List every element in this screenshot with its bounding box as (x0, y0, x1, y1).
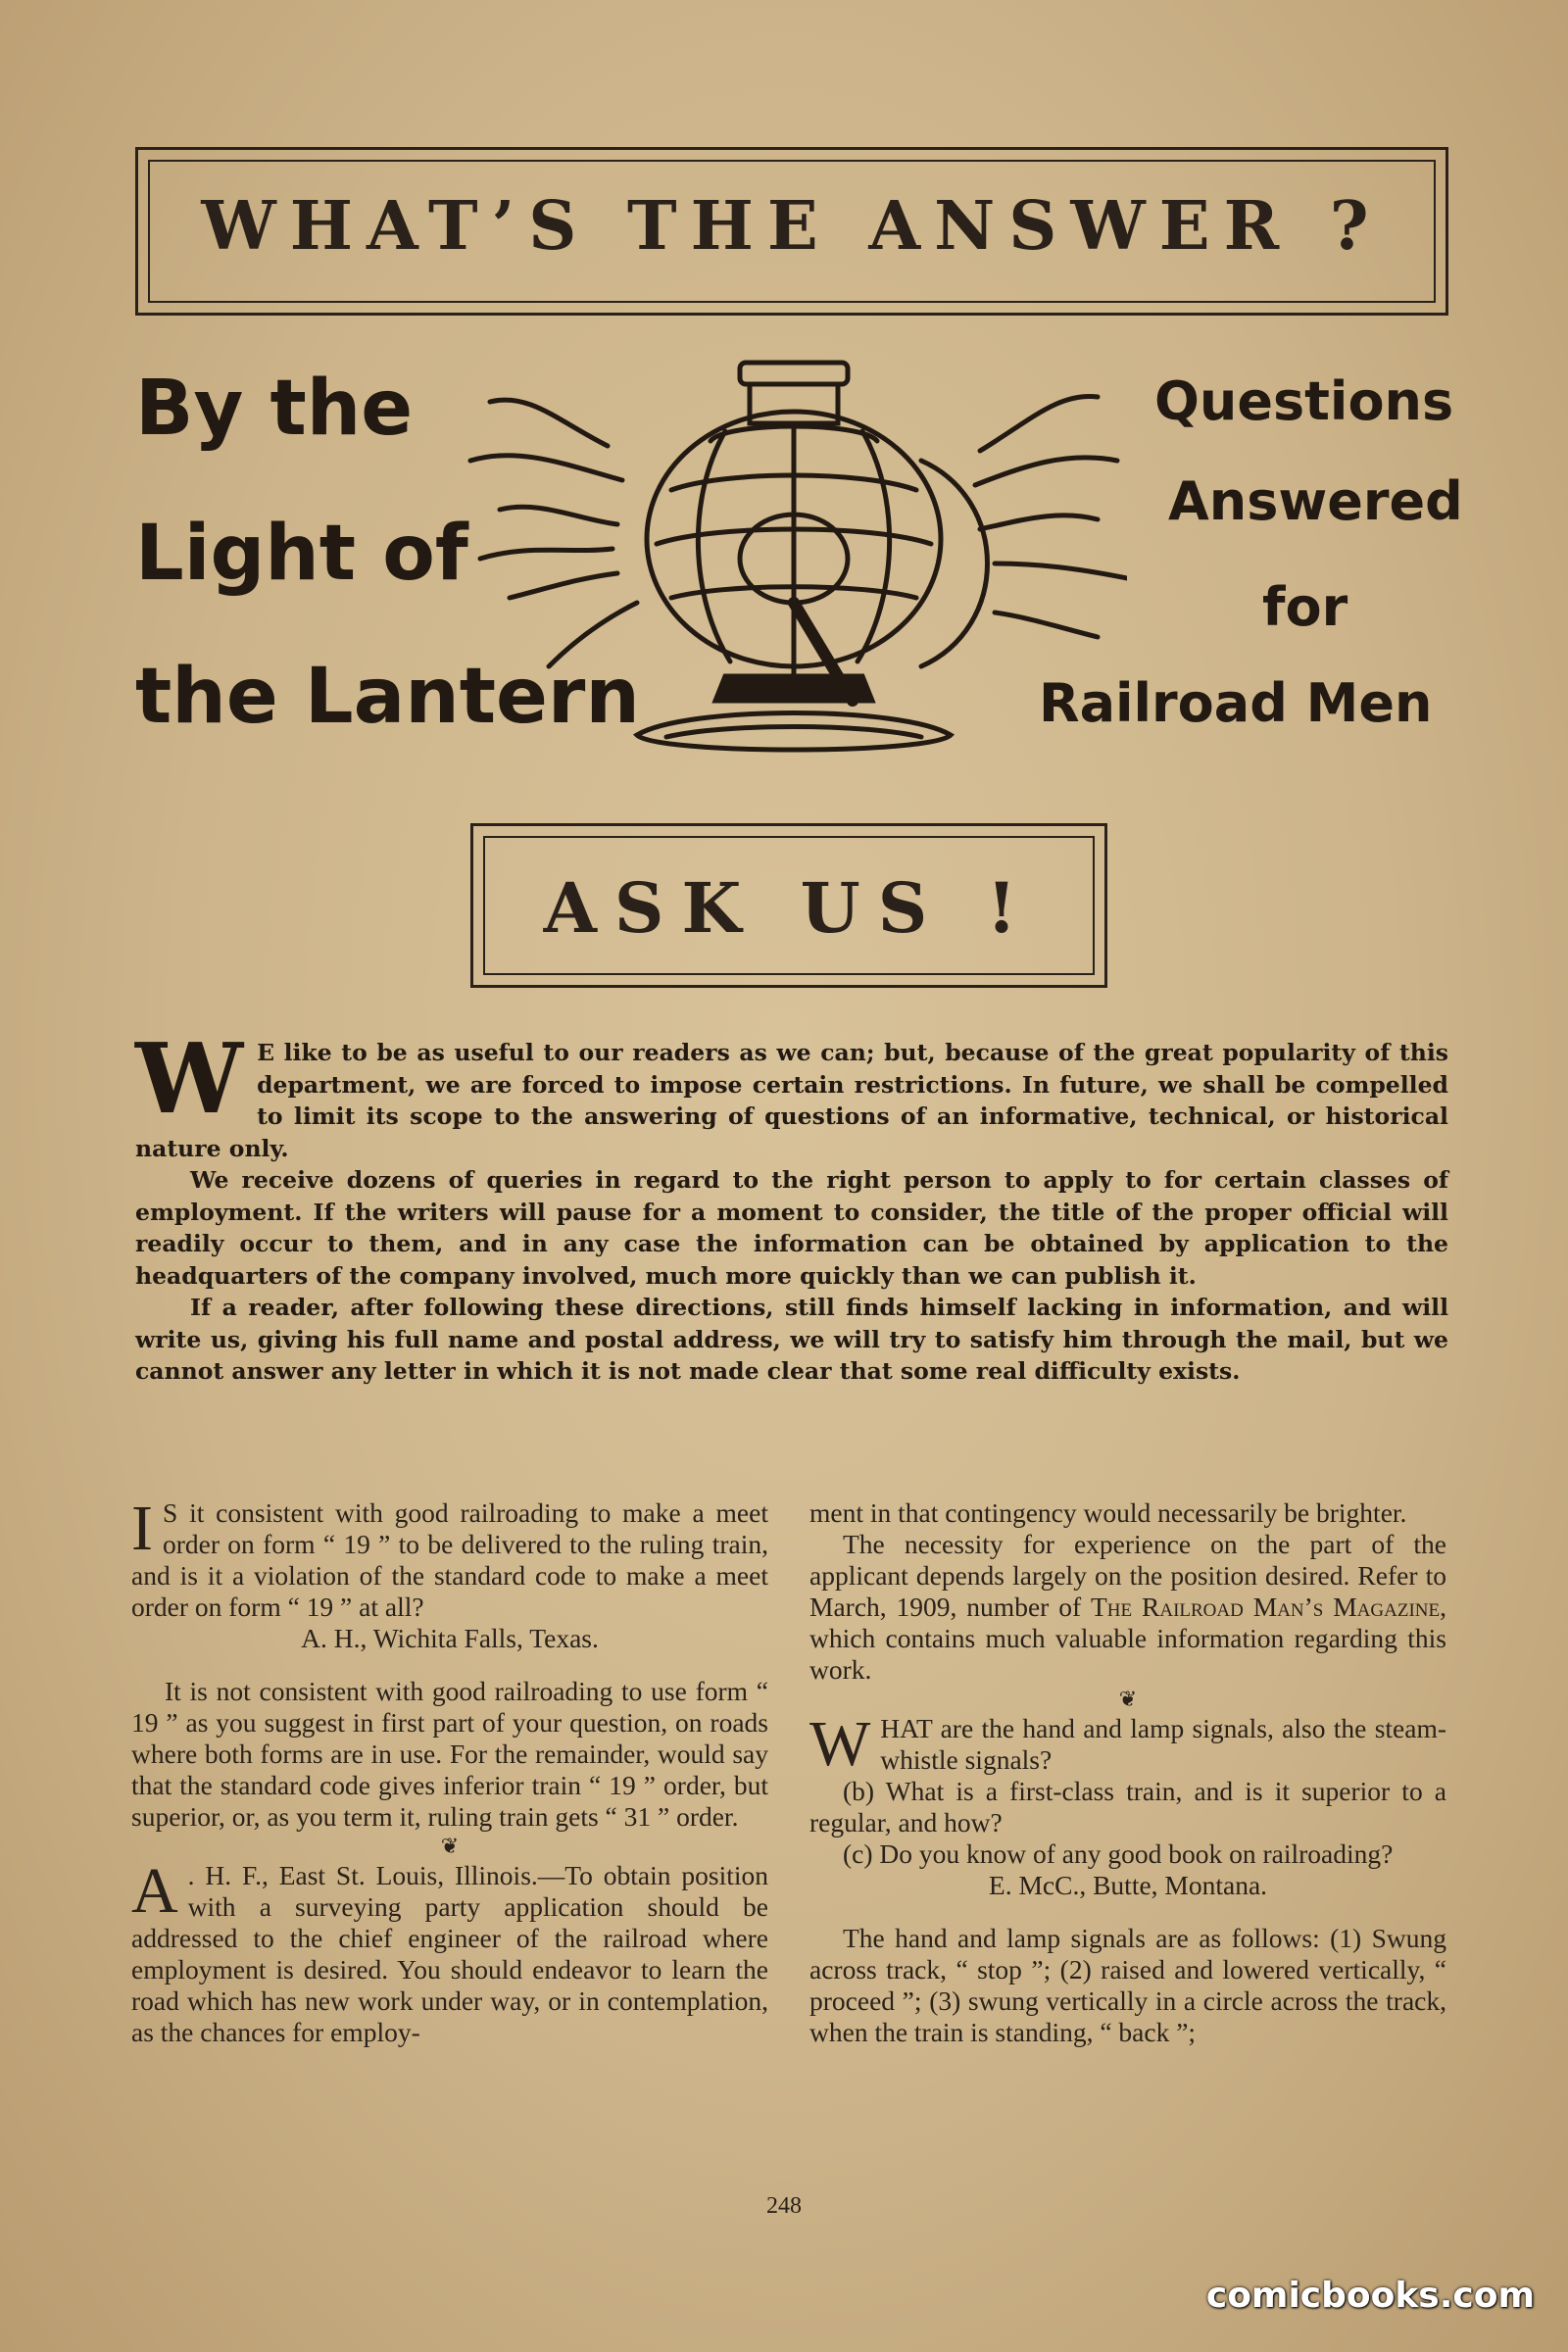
fleuron-icon: ❦ (440, 1834, 460, 1858)
question-3-c: (c) Do you know of any good book on railroading? (843, 1838, 1394, 1869)
answer-2-continued (809, 1529, 1446, 1686)
page-number: 248 (766, 2193, 802, 2219)
question-3-text: HAT are the hand and lamp signals, also the steam-whistle signals? (880, 1713, 1446, 1775)
banner-left-line-1: By the (135, 365, 414, 453)
intro-paragraph-1 (135, 1023, 1448, 1164)
banner-right-line-4: Railroad Men (1039, 672, 1433, 734)
header-box (135, 147, 1448, 316)
answer-3: The hand and lamp signals are as follows: (1) Swung across track, “ stop ”; (2) raised and lowered vertically, “ proceed ”; (3) swung vertically in a circle across the track, when the train is standing, “ back ”; (809, 1923, 1446, 2047)
question-3-signature: E. McC., Butte, Montana. (988, 1870, 1268, 1900)
question-1-text: S it consistent with good railroading to make a meet order on form “ 19 ” to be delivered to the ruling train, and is it a violation of the standard code to make a meet order on form “ 19 ” at all? (131, 1497, 768, 1622)
answer-1: It is not consistent with good railroading to use form “ 19 ” as you suggest in first part of your question, on roads where both forms are in use. For the remainder, would say that the standard code gives inferior train “ 19 ” order, but superior, or, as you term it, ruling train gets “ 31 ” order. (131, 1676, 768, 1832)
banner-right-line-2: Answered (1168, 470, 1463, 532)
intro-text-1: E like to be as useful to our readers as we can; but, because of the great popularity of this department, we are forced to impose certain restrictions. In future, we shall be compelled to limit its scope to the answering of questions of an informative, technical, or historical nature only. (135, 1039, 1448, 1162)
banner-left-line-3: the Lantern (135, 653, 640, 741)
continued-text: ment in that contingency would necessarily be brighter. (809, 1497, 1407, 1528)
banner-left-line-2: Light of (135, 510, 468, 598)
right-column (809, 1497, 1446, 2048)
banner-right-line-3: for (1262, 576, 1348, 638)
dropcap: W (809, 1708, 871, 1780)
question-3 (809, 1708, 1446, 1780)
page-title: WHAT’S THE ANSWER ? (201, 187, 1383, 266)
ask-us-title: ASK US ! (543, 867, 1035, 949)
site-watermark: comicbooks.com (1205, 2276, 1535, 2316)
dropcap: I (131, 1493, 153, 1564)
question-1 (131, 1493, 768, 1623)
answer-2-part-a: The necessity for experience on the part of the applicant depends largely on the position desired. Refer to March, 1909, number of (809, 1529, 1446, 1622)
magazine-name: The Railroad Man’s Magazine, (1091, 1592, 1446, 1622)
answer-2-part-b: which contains much valuable information regarding this work. (809, 1623, 1446, 1685)
intro-notice (135, 1023, 1448, 1388)
banner-right-line-1: Questions (1154, 370, 1454, 432)
answer-2-text: . H. F., East St. Louis, Illinois.—To obtain position with a surveying party application should be addressed to the chief engineer of the railroad where employment is desired. You should endeavor to learn the road which has new work under way, or in contemplation, as the chances for employ- (131, 1860, 768, 2047)
answer-2 (131, 1855, 768, 2048)
intro-paragraph-3: If a reader, after following these directions, still finds himself lacking in information, and will write us, giving his full name and postal address, we will try to satisfy him through the mail, but we cannot answer any letter in which it is not made clear that some real difficulty exists. (135, 1294, 1448, 1385)
dropcap: A (131, 1855, 178, 1927)
question-1-signature: A. H., Wichita Falls, Texas. (301, 1623, 599, 1653)
left-column (131, 1493, 768, 2048)
ask-us-box (470, 823, 1107, 988)
lantern-illustration (461, 353, 1127, 784)
intro-paragraph-2: We receive dozens of queries in regard to the right person to apply to for certain classes of employment. If the writers will pause for a moment to consider, the title of the proper official will readily occur to them, and in any case the information can be obtained by application to the headquarters of the company involved, much more quickly than we can publish it. (135, 1166, 1448, 1290)
question-3-b: (b) What is a first-class train, and is it superior to a regular, and how? (809, 1776, 1446, 1838)
fleuron-icon: ❦ (1118, 1687, 1138, 1711)
dropcap: W (135, 1023, 244, 1136)
